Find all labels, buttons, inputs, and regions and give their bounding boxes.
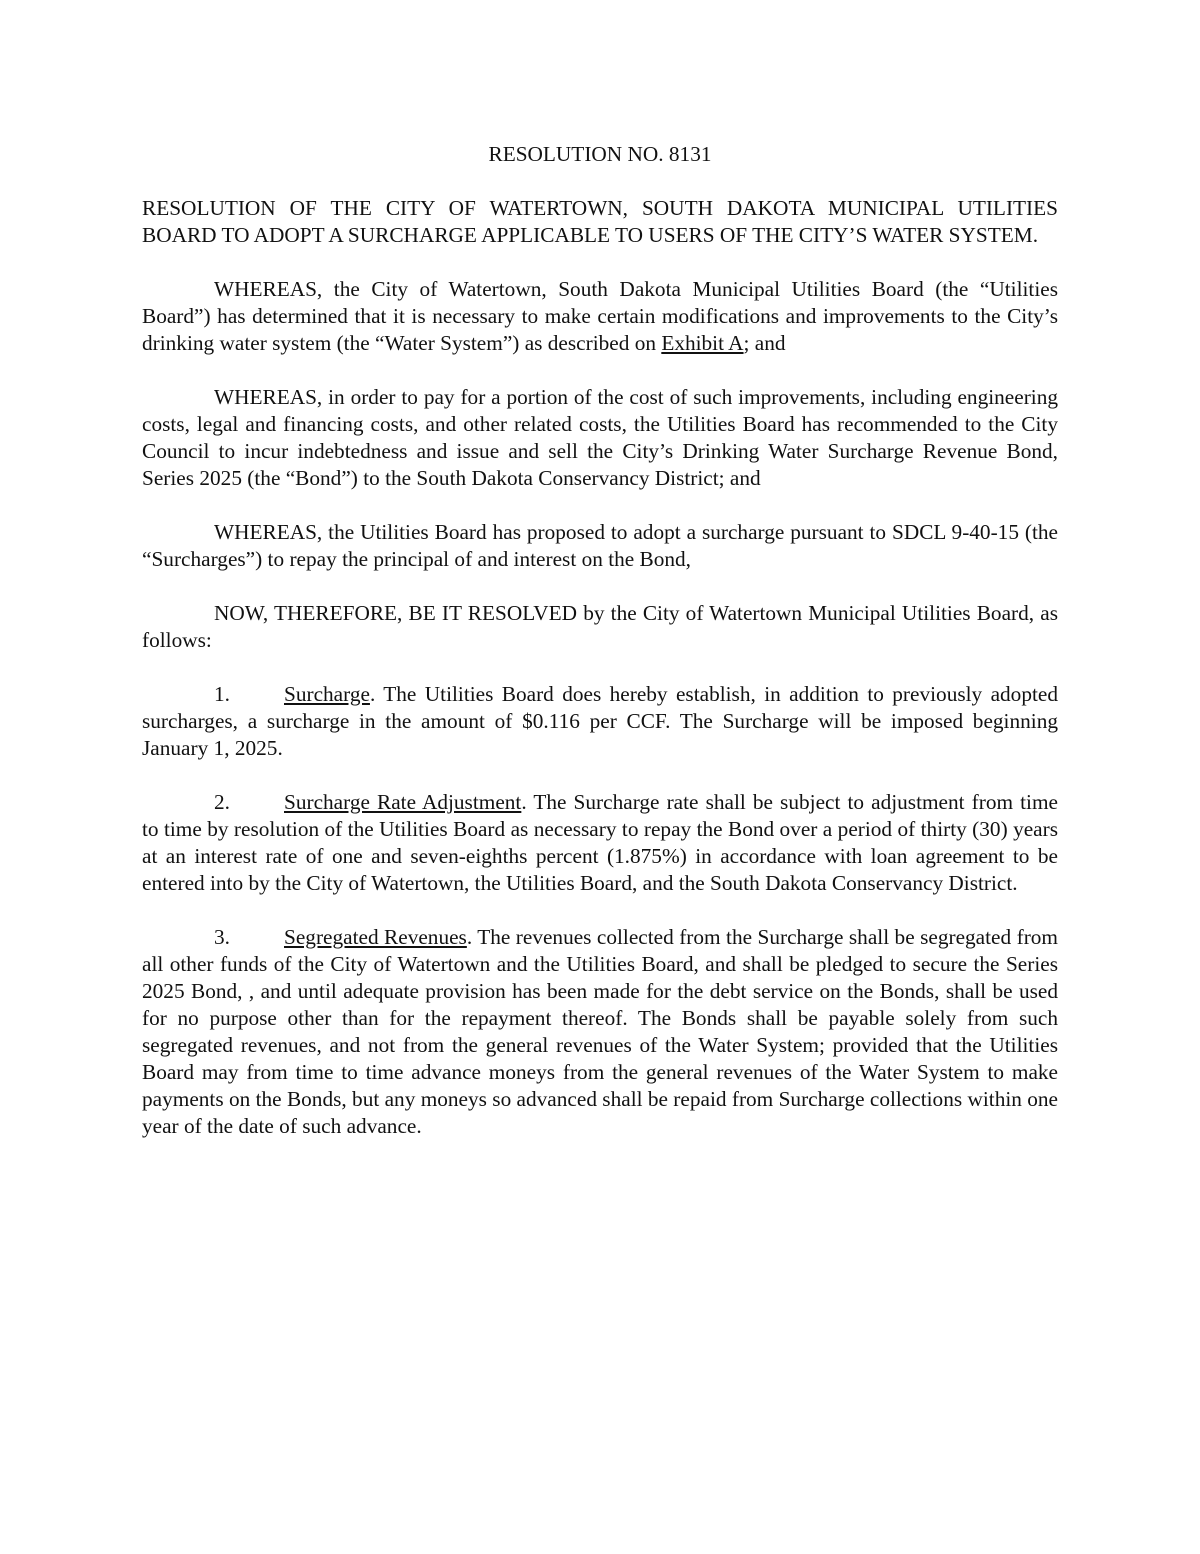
section-1-heading: Surcharge: [284, 682, 370, 706]
document-body: [142, 141, 1058, 1167]
section-2-number: 2.: [214, 790, 230, 814]
section-3-heading: Segregated Revenues: [284, 925, 467, 949]
section-2-rate-adjustment: [142, 789, 1058, 897]
section-1-surcharge: [142, 681, 1058, 762]
whereas-paragraph-1: [142, 276, 1058, 357]
section-1-text: . The Utilities Board does hereby establish, in addition to previously adopted surcharges, a surcharge in the amount of $0.116 per CCF. The Surcharge will be imposed beginning January 1, 2025.: [142, 682, 1058, 760]
whereas-1-ending: ; and: [743, 331, 786, 355]
section-2-heading: Surcharge Rate Adjustment: [284, 790, 522, 814]
section-1-number: 1.: [214, 682, 230, 706]
whereas-paragraph-3: WHEREAS, the Utilities Board has proposed to adopt a surcharge pursuant to SDCL 9-40-15 (the “Surcharges”) to repay the principal of and interest on the Bond,: [142, 520, 1058, 571]
whereas-paragraph-2: WHEREAS, in order to pay for a portion of the cost of such improvements, including engineering costs, legal and financing costs, and other related costs, the Utilities Board has recommended to the City Council to incur indebtedness and issue and sell the City’s Drinking Water Surcharge Revenue Bond, Series 2025 (the “Bond”) to the South Dakota Conservancy District; and: [142, 385, 1058, 490]
section-2-text: . The Surcharge rate shall be subject to adjustment from time to time by resolution of the Utilities Board as necessary to repay the Bond over a period of thirty (30) years at an interest rate of one and seven-eighths percent (1.875%) in accordance with loan agreement to be entered into by the City of Watertown, the Utilities Board, and the South Dakota Conservancy District.: [142, 790, 1058, 895]
section-3-number: 3.: [214, 925, 230, 949]
exhibit-a-reference: Exhibit A: [661, 331, 744, 355]
section-3-segregated-revenues: [142, 924, 1058, 1140]
resolution-heading: RESOLUTION OF THE CITY OF WATERTOWN, SOUTH DAKOTA MUNICIPAL UTILITIES BOARD TO ADOPT A SURCHARGE APPLICABLE TO USERS OF THE CITY’S WATER SYSTEM.: [142, 196, 1058, 247]
resolved-paragraph: NOW, THEREFORE, BE IT RESOLVED by the City of Watertown Municipal Utilities Board, as follows:: [142, 601, 1058, 652]
resolution-number-title: RESOLUTION NO. 8131: [488, 142, 712, 166]
section-3-text: . The revenues collected from the Surcharge shall be segregated from all other funds of the City of Watertown and the Utilities Board, and shall be pledged to secure the Series 2025 Bond, , and until adequate provision has been made for the debt service on the Bonds, shall be used for no purpose other than for the repayment thereof. The Bonds shall be payable solely from such segregated revenues, and not from the general revenues of the Water System; provided that the Utilities Board may from time to time advance moneys from the general revenues of the Water System to make payments on the Bonds, but any moneys so advanced shall be repaid from Surcharge collections within one year of the date of such advance.: [142, 925, 1058, 1138]
whereas-1-text: WHEREAS, the City of Watertown, South Dakota Municipal Utilities Board (the “Utilities Board”) has determined that it is necessary to make certain modifications and improvements to the City’s drinking water system (the “Water System”) as described on: [142, 277, 1058, 355]
